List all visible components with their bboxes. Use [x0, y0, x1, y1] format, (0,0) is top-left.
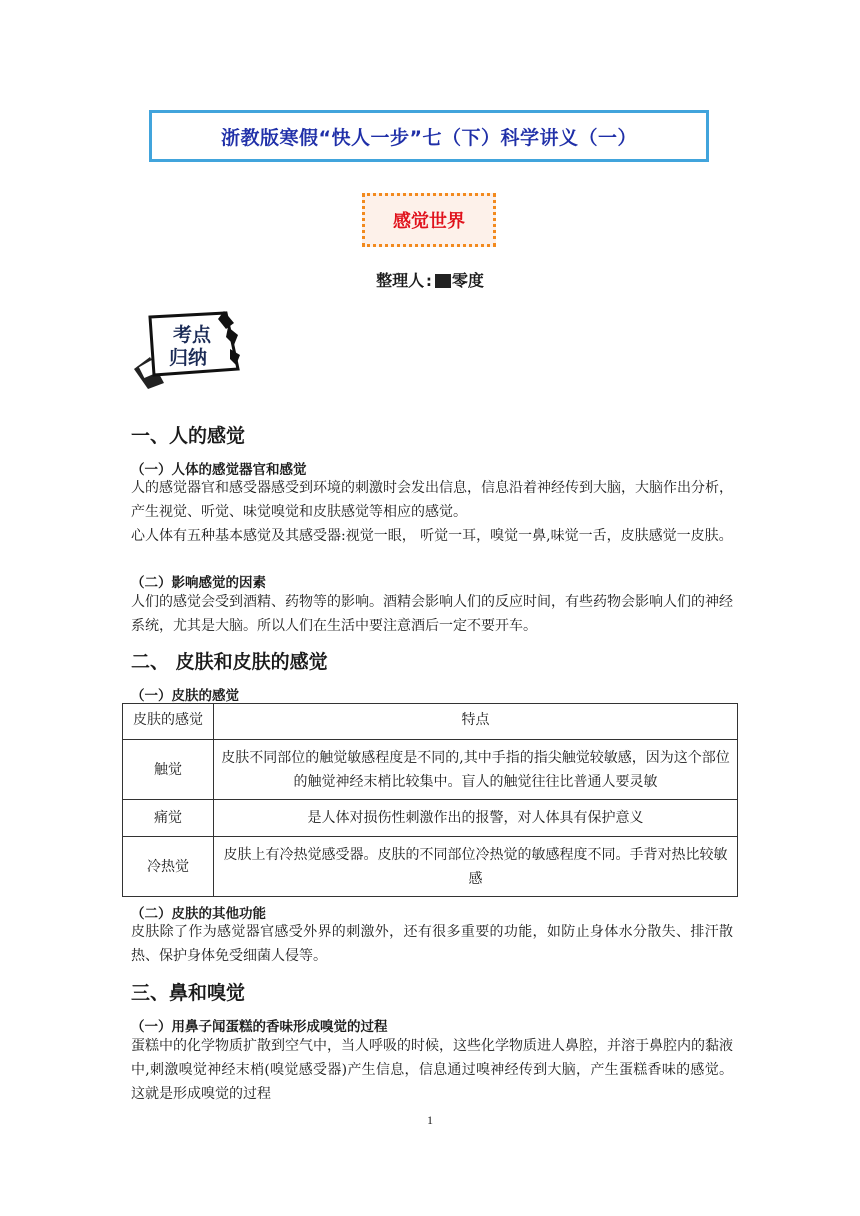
- section-1-paragraph-3: 人们的感觉会受到酒精、药物等的影响。酒精会影响人们的反应时间，有些药物会影响人们的神经系统，尤其是大脑。所以人们在生活中要注意酒后一定不要开车。: [131, 594, 733, 634]
- table-header-cell: 特点: [214, 704, 738, 740]
- section-1-heading: 一、人的感觉: [131, 425, 246, 447]
- table-row: [123, 740, 738, 800]
- section-3-subheading-1: （一）用鼻子闻蛋糕的香味形成嗅觉的过程: [131, 1019, 388, 1035]
- author-name: 零度: [451, 271, 484, 290]
- section-2-subheading-2: （二）皮肤的其他功能: [131, 906, 266, 922]
- section-3-heading: 三、鼻和嗅觉: [131, 982, 246, 1004]
- table-cell-sense: 痛觉: [123, 800, 214, 837]
- table-cell-feature: 皮肤不同部位的触觉敏感程度是不同的,其中手指的指尖触觉较敏感，因为这个部位的触觉神经末梢比较集中。盲人的触觉往往比普通人要灵敏: [214, 740, 738, 800]
- author-line: [0, 268, 860, 291]
- section-2-paragraph-1: 皮肤除了作为感觉器官感受外界的刺激外，还有很多重要的功能，如防止身体水分散失、排汗散热、保护身体免受细菌人侵等。: [131, 924, 733, 964]
- section-1-paragraph-1: 人的感觉器官和感受器感受到环境的刺激时会发出信息，信息沿着神经传到大脑，大脑作出分析，产生视觉、听觉、味觉嗅觉和皮肤感觉等相应的感觉。: [131, 480, 733, 520]
- table-row: [123, 837, 738, 897]
- lecture-title-box: [149, 110, 709, 162]
- section-3-paragraph-1: 蛋糕中的化学物质扩散到空气中，当人呼吸的时候，这些化学物质进人鼻腔，并溶于鼻腔内的黏液中,刺激嗅觉神经末梢(嗅觉感受器)产生信息，信息通过嗅神经传到大脑，产生蛋糕香味的感觉。这就是形成嗅觉的过程: [131, 1038, 733, 1102]
- section-1-subheading-2: （二）影响感觉的因素: [131, 575, 266, 591]
- author-logo-icon: [435, 274, 451, 288]
- section-1-subheading-1: （一）人体的感觉器官和感觉: [131, 462, 307, 478]
- section-2-heading: 二、 皮肤和皮肤的感觉: [131, 651, 328, 673]
- author-prefix: 整理人:: [376, 271, 434, 290]
- section-2-subheading-1: （一）皮肤的感觉: [131, 688, 239, 704]
- table-cell-feature: 皮肤上有冷热觉感受器。皮肤的不同部位冷热觉的敏感程度不同。手背对热比较敏感: [214, 837, 738, 897]
- table-row: [123, 800, 738, 837]
- skin-sensation-table: [122, 703, 738, 897]
- table-cell-feature: 是人体对损伤性刺激作出的报警，对人体具有保护意义: [214, 800, 738, 837]
- table-header-row: [123, 704, 738, 740]
- lecture-title: 浙教版寒假“快人一步”七（下）科学讲义（一）: [221, 126, 637, 149]
- badge-line2: 归纳: [168, 347, 208, 369]
- topic-title: 感觉世界: [393, 211, 465, 232]
- section-1-paragraph-2: 心人体有五种基本感觉及其感受器:视觉一眼， 听觉一耳，嗅觉一鼻,味觉一舌，皮肤感觉一皮肤。: [131, 528, 733, 544]
- table-header-cell: 皮肤的感觉: [123, 704, 214, 740]
- table-cell-sense: 触觉: [123, 740, 214, 800]
- table-cell-sense: 冷热觉: [123, 837, 214, 897]
- page-number: 1: [427, 1113, 433, 1127]
- badge-line1: 考点: [172, 324, 212, 346]
- topic-box: [362, 193, 496, 247]
- key-points-badge-icon: [130, 309, 242, 391]
